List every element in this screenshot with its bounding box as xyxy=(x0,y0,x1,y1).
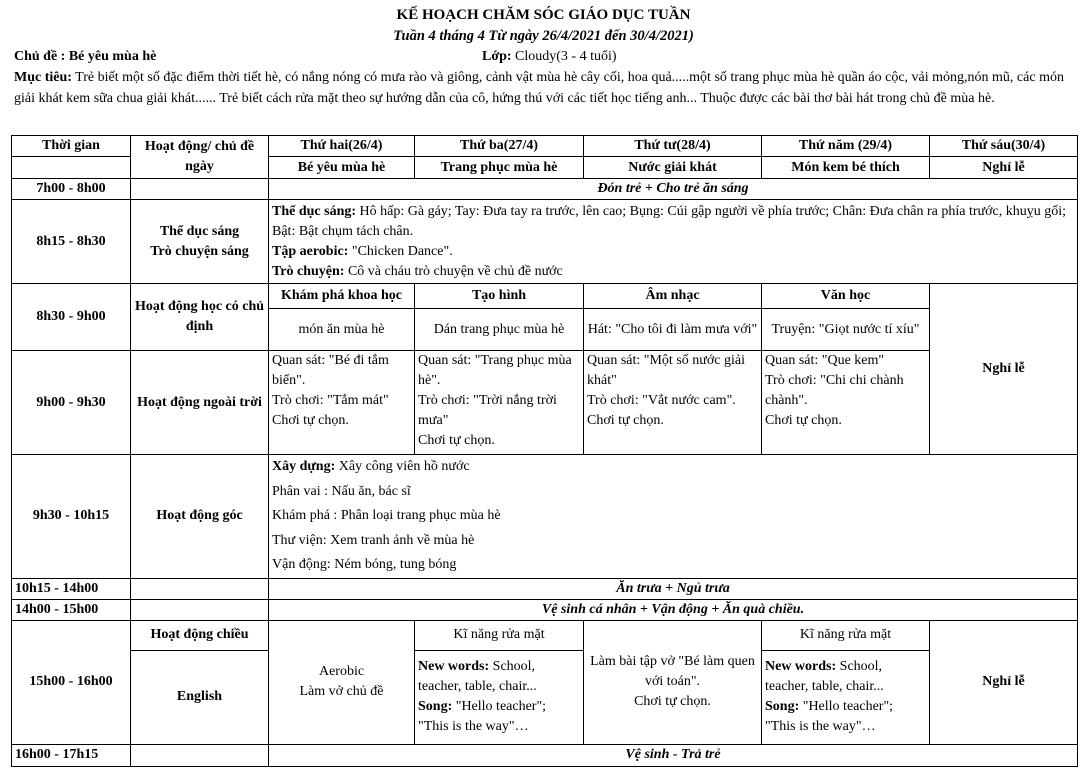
time-morning: 8h15 - 8h30 xyxy=(12,200,131,284)
aerobic-line xyxy=(272,242,1074,262)
theme-wed: Nước giải khát xyxy=(584,157,762,179)
chat-text: Cô và cháu trò chuyện về chủ đề nước xyxy=(344,263,563,279)
time-lesson: 8h30 - 9h00 xyxy=(12,284,131,351)
exercise-line xyxy=(272,202,1074,242)
table-row xyxy=(12,179,1078,200)
lesson-content-thu: Truyện: "Giọt nước tí xíu" xyxy=(762,309,930,351)
subject-mon: Khám phá khoa học xyxy=(269,284,415,309)
goal-text: Trẻ biết một số đặc điểm thời tiết hè, có nắng nóng có mưa rào và giông, cảnh vật mùa hè cây cối, hoa quả.....một số trang phục mùa hè quần áo cộc, vải mỏng,nón mũ, các món giải khát kem sữa chua giải khát...... Trẻ biết cách rửa mặt theo sự hướng dẫn của cô, hứng thú với các tiết học tiếng anh... Thuộc được các bài thơ bài hát trong chủ đề mùa hè. xyxy=(14,70,1064,106)
theme-thu: Món kem bé thích xyxy=(762,157,930,179)
snack-text: Vệ sinh cá nhân + Vận động + Ăn quà chiều. xyxy=(269,599,1078,620)
chat-line xyxy=(272,262,1074,282)
english-thu-song-text: "Hello teacher"; "This is the way"… xyxy=(765,699,894,734)
english-tue-song-text: "Hello teacher"; "This is the way"… xyxy=(418,699,547,734)
activity-afternoon: Hoạt động chiều xyxy=(131,620,269,650)
header-day-tue: Thứ ba(27/4) xyxy=(415,136,584,157)
outdoor-tue xyxy=(415,351,584,455)
home-text: Vệ sinh - Trả trẻ xyxy=(269,744,1078,766)
table-row xyxy=(12,599,1078,620)
table-row xyxy=(12,620,1078,650)
afternoon-wed-1: Làm bài tập vở "Bé làm quen với toán". xyxy=(590,654,755,689)
table-row xyxy=(12,650,1078,744)
time-snack: 14h00 - 15h00 xyxy=(12,599,131,620)
welcome-text: Đón trẻ + Cho trẻ ăn sáng xyxy=(269,179,1078,200)
header-day-thu: Thứ năm (29/4) xyxy=(762,136,930,157)
corner-build-label: Xây dựng: xyxy=(272,459,336,474)
topic-text: Chủ đề : Bé yêu mùa hè xyxy=(14,49,157,64)
time-lunch: 10h15 - 14h00 xyxy=(12,578,131,599)
aerobic-label: Tập aerobic: xyxy=(272,243,349,259)
header-time-blank xyxy=(12,157,131,179)
subject-thu: Văn học xyxy=(762,284,930,309)
outdoor-tue-2: Trò chơi: "Trời nắng trời mưa" xyxy=(418,393,557,428)
table-row xyxy=(12,284,1078,309)
time-welcome: 7h00 - 8h00 xyxy=(12,179,131,200)
activity-snack-blank xyxy=(131,599,269,620)
subject-tue: Tạo hình xyxy=(415,284,584,309)
activity-english: English xyxy=(131,650,269,744)
lesson-content-wed: Hát: "Cho tôi đi làm mưa với" xyxy=(584,309,762,351)
outdoor-wed xyxy=(584,351,762,455)
exercise-text: Hô hấp: Gà gáy; Tay: Đưa tay ra trước, lên cao; Bụng: Cúi gập người về phía trước; Chân: Đưa chân ra phía trước, khuỵu gối; Bật: Bật chụm tách chân. xyxy=(272,203,1066,239)
english-thu-song-label: Song: xyxy=(765,699,800,714)
outdoor-thu-1: Quan sát: "Que kem" xyxy=(765,353,885,368)
outdoor-wed-1: Quan sát: "Một số nước giải khát" xyxy=(587,353,745,388)
english-thu-words-label: New words: xyxy=(765,659,837,674)
goal-paragraph xyxy=(14,68,1074,109)
outdoor-mon xyxy=(269,351,415,455)
theme-fri: Nghỉ lễ xyxy=(930,157,1078,179)
corner-library: Thư viện: Xem tranh ảnh về mùa hè xyxy=(272,532,475,548)
outdoor-mon-1: Quan sát: "Bé đi tắm biển". xyxy=(272,353,389,388)
activity-morning-1: Thể dục sáng xyxy=(159,223,240,239)
afternoon-mon-2: Làm vở chủ đề xyxy=(299,684,384,699)
time-home: 16h00 - 17h15 xyxy=(12,744,131,766)
english-thu xyxy=(762,650,930,744)
header-day-wed: Thứ tư(28/4) xyxy=(584,136,762,157)
aerobic-text: "Chicken Dance". xyxy=(348,243,453,259)
outdoor-mon-2: Trò chơi: "Tắm mát" xyxy=(272,393,389,408)
outdoor-tue-1: Quan sát: "Trang phục mùa hè". xyxy=(418,353,572,388)
table-row xyxy=(12,744,1078,766)
english-thu-words-text: School, teacher, table, chair... xyxy=(765,659,884,694)
activity-home-blank xyxy=(131,744,269,766)
page-title: KẾ HOẠCH CHĂM SÓC GIÁO DỤC TUẦN xyxy=(396,7,691,23)
table-row xyxy=(12,200,1078,284)
topic-label xyxy=(14,48,156,66)
outdoor-wed-3: Chơi tự chọn. xyxy=(587,413,664,428)
english-thu-song xyxy=(765,697,926,737)
activity-welcome-blank xyxy=(131,179,269,200)
subject-wed: Âm nhạc xyxy=(584,284,762,309)
english-tue xyxy=(415,650,584,744)
activity-corner: Hoạt động góc xyxy=(131,455,269,579)
lesson-content-tue: Dán trang phục mùa hè xyxy=(415,309,584,351)
theme-mon: Bé yêu mùa hè xyxy=(269,157,415,179)
weekly-plan-table xyxy=(11,135,1078,767)
english-tue-song-label: Song: xyxy=(418,699,453,714)
header-time: Thời gian xyxy=(12,136,131,157)
outdoor-thu-3: Chơi tự chọn. xyxy=(765,413,842,428)
afternoon-tue-skill: Kĩ năng rửa mặt xyxy=(415,620,584,650)
afternoon-thu-skill: Kĩ năng rửa mặt xyxy=(762,620,930,650)
class-label xyxy=(482,48,617,66)
activity-lesson: Hoạt động học có chủ định xyxy=(131,284,269,351)
theme-tue: Trang phục mùa hè xyxy=(415,157,584,179)
outdoor-tue-3: Chơi tự chọn. xyxy=(418,433,495,448)
exercise-label: Thể dục sáng: xyxy=(272,203,357,219)
time-afternoon: 15h00 - 16h00 xyxy=(12,620,131,744)
time-corner: 9h30 - 10h15 xyxy=(12,455,131,579)
activity-morning-2: Trò chuyện sáng xyxy=(150,243,249,259)
time-outdoor: 9h00 - 9h30 xyxy=(12,351,131,455)
activity-morning xyxy=(131,200,269,284)
table-row xyxy=(12,351,1078,455)
activity-lunch-blank xyxy=(131,578,269,599)
page-subtitle: Tuần 4 tháng 4 Từ ngày 26/4/2021 đến 30/4/2021) xyxy=(393,28,694,44)
english-tue-song xyxy=(418,697,580,737)
afternoon-mon xyxy=(269,620,415,744)
english-tue-words xyxy=(418,657,580,697)
corner-movement: Vận động: Ném bóng, tung bóng xyxy=(272,557,457,572)
outdoor-thu-2: Trò chơi: "Chi chi chành chành". xyxy=(765,373,904,408)
outdoor-mon-3: Chơi tự chọn. xyxy=(272,413,349,428)
table-row xyxy=(12,455,1078,579)
morning-content xyxy=(269,200,1078,284)
table-header-row xyxy=(12,136,1078,157)
corner-discover: Khám phá : Phân loại trang phục mùa hè xyxy=(272,508,501,523)
corner-build-text: Xây công viên hồ nước xyxy=(335,459,470,474)
activity-outdoor: Hoạt động ngoài trời xyxy=(131,351,269,455)
class-value: Cloudy(3 - 4 tuổi) xyxy=(515,49,617,64)
afternoon-mon-1: Aerobic xyxy=(318,664,365,679)
outdoor-wed-2: Trò chơi: "Vắt nước cam". xyxy=(587,393,736,408)
lesson-content-mon: món ăn mùa hè xyxy=(269,309,415,351)
goal-label: Mục tiêu: xyxy=(14,70,72,85)
lunch-text: Ăn trưa + Ngủ trưa xyxy=(269,578,1078,599)
corner-build xyxy=(272,455,1074,480)
english-tue-words-text: School, teacher, table, chair... xyxy=(418,659,537,694)
afternoon-wed-2: Chơi tự chọn. xyxy=(634,694,711,709)
friday-off-morning: Nghỉ lễ xyxy=(930,284,1078,455)
corner-content xyxy=(269,455,1078,579)
header-day-mon: Thứ hai(26/4) xyxy=(269,136,415,157)
header-day-fri: Thứ sáu(30/4) xyxy=(930,136,1078,157)
english-tue-words-label: New words: xyxy=(418,659,490,674)
header-activity: Hoạt động/ chủ đề ngày xyxy=(131,136,269,179)
outdoor-thu xyxy=(762,351,930,455)
chat-label: Trò chuyện: xyxy=(272,263,345,279)
class-label-text: Lớp: xyxy=(482,49,516,64)
english-thu-words xyxy=(765,657,926,697)
friday-off-afternoon: Nghỉ lễ xyxy=(930,620,1078,744)
table-row xyxy=(12,578,1078,599)
afternoon-wed xyxy=(584,620,762,744)
corner-role-play: Phân vai : Nấu ăn, bác sĩ xyxy=(272,483,411,499)
